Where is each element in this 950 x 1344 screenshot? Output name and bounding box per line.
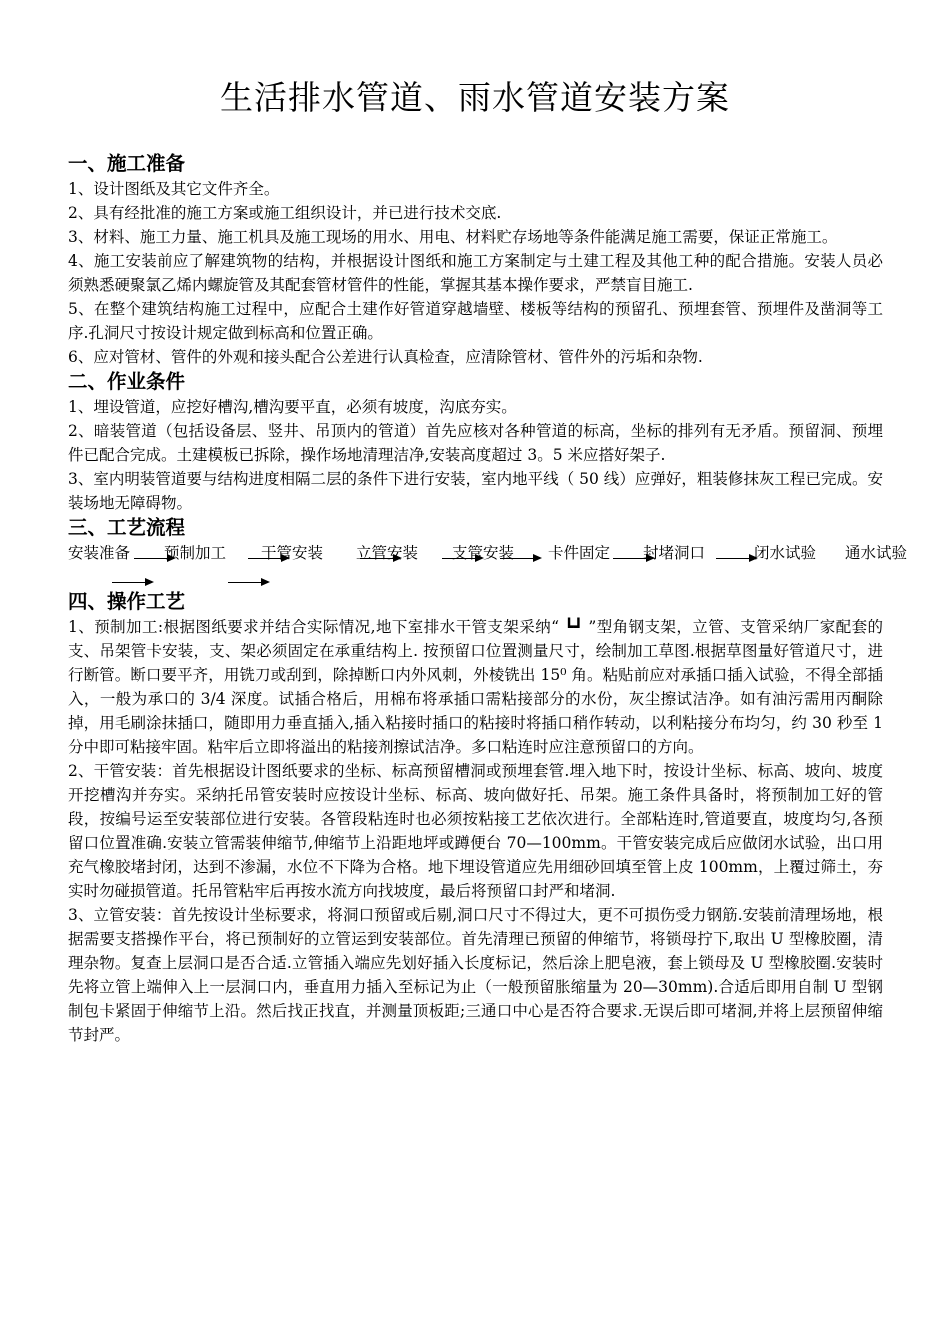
flow-arrow-icon <box>500 558 540 559</box>
paragraph: 3、材料、施工力量、施工机具及施工现场的用水、用电、材料贮存场地等条件能满足施工需要，保证正常施工。 <box>68 228 838 246</box>
flow-arrow-icon <box>716 558 756 559</box>
flow-step: 干管安装 <box>261 544 324 562</box>
flow-step: 预制加工 <box>164 544 227 562</box>
paragraph: 3、立管安装：首先按设计坐标要求，将洞口预留或后剔,洞口尺寸不得过大，更不可损伤受力钢筋.安装前清理场地，根据需要支搭操作平台，将已预制好的立管运到安装部位。首先清理已预留的伸缩节，将锁母拧下,取出 U 型橡胶圈，清理杂物。复查上层洞口是否合适.立管插入端应先划好插入长度标记，然后涂上肥皂液，套上锁母及 U 型橡胶圈.安装时先将立管上端伸入上一层洞口内，垂直用力插入至标记为止（一般预留胀缩量为 20—30mm).合适后即用自制 U 型钢制包卡紧固于伸缩节上沿。然后找正找直，并测量顶板距;三通口中心是否符合要求.无误后即可堵洞,并将上层预留伸缩节封严。 <box>68 906 883 1044</box>
section-preparation <box>68 151 883 369</box>
section-operation <box>68 589 883 1047</box>
paragraph: 1、预制加工:根据图纸要求并结合实际情况,地下室排水干管支架采纳“ ┗┛ ”型角钢支架，立管、支管采纳厂家配套的支、吊架管卡安装，支、架必须固定在承重结构上. 按预留口位置测量尺寸，绘制加工草图.根据草图量好管道尺寸，进行断管。断口要平齐，用铣刀或刮到，除掉断口内外风刺，外棱铣出 15⁰ 角。粘贴前应对承插口插入试验，不得全部插入，一般为承口的 3/4 深度。试插合格后，用棉布将承插口需粘接部分的水份，灰尘擦试洁净。如有油污需用丙酮除掉，用毛刷涂抹插口，随即用力垂直插入,插入粘接时插口的粘接时将插口稍作转动，以利粘接分布均匀，约 30 秒至 1 分中即可粘接牢固。粘牢后立即将溢出的粘接剂擦试洁净。多口粘连时应注意预留口的方向。 <box>68 618 883 756</box>
flow-arrow-icon <box>228 582 268 583</box>
paragraph: 1、设计图纸及其它文件齐全。 <box>68 180 280 198</box>
flow-arrow-icon <box>112 582 152 583</box>
document-title: 生活排水管道、雨水管道安装方案 <box>220 78 730 117</box>
flow-step: 立管安装 <box>356 544 419 562</box>
flow-step: 通水试验 <box>845 544 908 562</box>
flow-step: 闭水试验 <box>754 544 817 562</box>
flow-arrow-icon <box>360 558 400 559</box>
paragraph: 6、应对管材、管件的外观和接头配合公差进行认真检查，应清除管材、管件外的污垢和杂物. <box>68 348 703 366</box>
section-heading: 四、操作工艺 <box>68 590 186 613</box>
process-flow <box>68 541 908 589</box>
document-body <box>68 151 908 1047</box>
paragraph: 2、具有经批准的施工方案或施工组织设计，并已进行技术交底. <box>68 204 502 222</box>
flow-step: 封堵洞口 <box>643 544 706 562</box>
flow-step: 安装准备 <box>68 544 131 562</box>
paragraph: 5、在整个建筑结构施工过程中，应配合土建作好管道穿越墙壁、楼板等结构的预留孔、预埋套管、预埋件及凿洞等工序.孔洞尺寸按设计规定做到标高和位置正确。 <box>68 300 883 342</box>
flow-step: 支管安装 <box>452 544 515 562</box>
paragraph: 4、施工安装前应了解建筑物的结构，并根据设计图纸和施工方案制定与土建工程及其他工种的配合措施。安装人员必须熟悉硬聚氯乙烯内螺旋管及其配套管材管件的性能，掌握其基本操作要求，严禁盲目施工. <box>68 252 883 294</box>
flow-arrow-icon <box>613 558 653 559</box>
flow-arrow-icon <box>442 558 482 559</box>
flow-arrow-icon <box>134 558 174 559</box>
section-work-conditions <box>68 369 883 515</box>
section-heading: 一、施工准备 <box>68 152 186 175</box>
section-heading: 二、作业条件 <box>68 370 186 393</box>
section-process-flow <box>68 515 908 589</box>
paragraph: 1、埋设管道，应挖好槽沟,槽沟要平直，必须有坡度，沟底夯实。 <box>68 398 517 416</box>
flow-step: 卡件固定 <box>548 544 611 562</box>
section-heading: 三、工艺流程 <box>68 516 186 539</box>
paragraph: 3、室内明装管道要与结构进度相隔二层的条件下进行安装，室内地平线（ 50 线）应弹好，粗装修抹灰工程已完成。安装场地无障碍物。 <box>68 470 883 512</box>
flow-arrow-icon <box>248 558 288 559</box>
paragraph: 2、暗装管道（包括设备层、竖井、吊顶内的管道）首先应核对各种管道的标高，坐标的排列有无矛盾。预留洞、预埋件已配合完成。土建模板已拆除，操作场地清理洁净,安装高度超过 3。5 米应搭好架子. <box>68 422 883 464</box>
paragraph: 2、干管安装：首先根据设计图纸要求的坐标、标高预留槽洞或预埋套管.埋入地下时，按设计坐标、标高、坡向、坡度开挖槽沟并夯实。采纳托吊管安装时应按设计坐标、标高、坡向做好托、吊架。施工条件具备时，将预制加工好的管段，按编号运至安装部位进行安装。各管段粘连时也必须按粘接工艺依次进行。全部粘连时,管道要直，坡度均匀,各预留口位置准确.安装立管需装伸缩节,伸缩节上沿距地坪或蹲便台 70—100mm。干管安装完成后应做闭水试验，出口用充气橡胶堵封闭，达到不渗漏，水位不下降为合格。地下埋设管道应先用细砂回填至管上皮 100mm，上覆过筛土，夯实时勿碰损管道。托吊管粘牢后再按水流方向找坡度，最后将预留口封严和堵洞. <box>68 762 883 900</box>
